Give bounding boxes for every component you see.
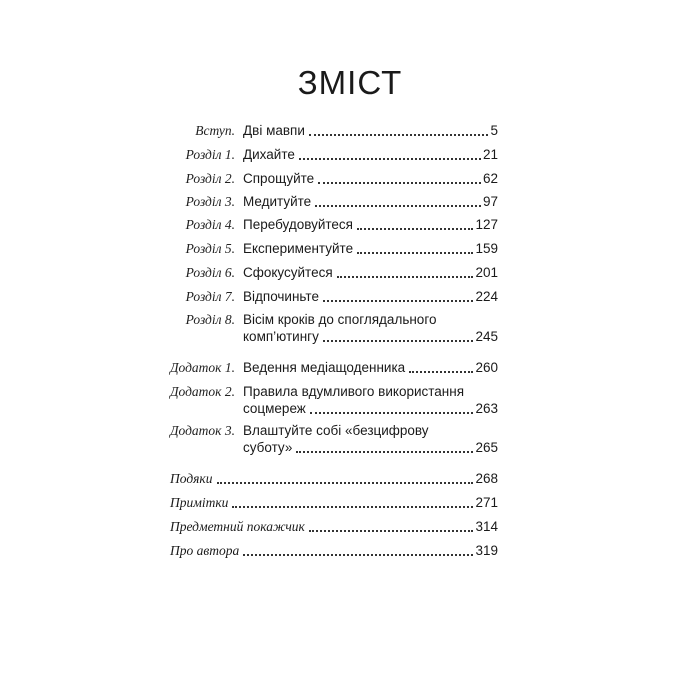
toc-entry-title-line1: Вісім кроків до споглядального [243, 312, 437, 327]
toc-entry-index[interactable] [0, 516, 700, 538]
toc-entry-title: Сфокусуйтеся [243, 265, 333, 280]
toc-entry-page: 265 [475, 440, 498, 455]
toc-entry-page: 271 [475, 495, 498, 510]
toc-entry-page: 224 [475, 289, 498, 304]
toc-entry-title: соцмереж [243, 401, 306, 416]
toc-entry-notes[interactable] [0, 492, 700, 514]
toc-entry-label: Розділ 3. [185, 194, 235, 209]
toc-entry-label: Розділ 6. [185, 265, 235, 280]
toc-entry-title: Ведення медіащоденника [243, 360, 406, 375]
toc-entry-label: Розділ 5. [185, 241, 235, 256]
toc-entry-label: Додаток 2. [169, 384, 235, 399]
toc-entry-page: 127 [475, 217, 498, 232]
toc-entry-title-line1: Правила вдумливого використання [243, 384, 465, 399]
toc-entry-chapter-4[interactable] [0, 214, 700, 236]
toc-entry-label: Розділ 2. [185, 171, 235, 186]
toc-entry-label: Розділ 7. [185, 289, 235, 304]
toc-entry-page: 62 [482, 171, 498, 186]
dot-leader [357, 251, 473, 254]
dot-leader [296, 450, 473, 453]
toc-entry-chapter-5[interactable] [0, 238, 700, 260]
toc-entry-acknowledgments[interactable] [0, 468, 700, 490]
toc-entry-label: Вступ. [195, 123, 235, 138]
dot-leader [310, 411, 474, 414]
dot-leader [323, 299, 474, 302]
toc-entry-title: Спрощуйте [243, 171, 315, 186]
toc-entry-title: Відпочиньте [243, 289, 319, 304]
toc-entry-page: 97 [482, 194, 498, 209]
dot-leader [299, 157, 481, 160]
dot-leader [315, 204, 481, 207]
dot-leader [357, 227, 474, 230]
toc-entry-label: Розділ 8. [185, 312, 235, 327]
toc-entry-title: Примітки [170, 495, 229, 510]
toc-entry-title: Перебудовуйтеся [243, 217, 353, 232]
toc-entry-page: 314 [475, 519, 498, 534]
toc-entry-page: 5 [490, 123, 498, 138]
toc-entry-title: Експериментуйте [243, 241, 354, 256]
dot-leader [323, 339, 474, 342]
toc-entry-title-line1: Влаштуйте собі «безцифрову [243, 423, 429, 438]
toc-entry-title: Медитуйте [243, 194, 312, 209]
toc-entry-appendix-1[interactable] [0, 357, 700, 379]
toc-entry-label: Додаток 1. [169, 360, 235, 375]
dot-leader [309, 133, 489, 136]
toc-entry-appendix-2-cont[interactable] [0, 398, 700, 420]
toc-entry-title: Предметний покажчик [170, 519, 305, 534]
toc-entry-page: 319 [475, 543, 498, 558]
dot-leader [309, 529, 474, 532]
dot-leader [337, 275, 474, 278]
toc-entry-page: 263 [475, 401, 498, 416]
toc-entry-chapter-1[interactable] [0, 144, 700, 166]
toc-entry-page: 260 [475, 360, 498, 375]
toc-entry-title: Подяки [170, 471, 213, 486]
toc-entry-chapter-7[interactable] [0, 286, 700, 308]
toc-entry-chapter-2[interactable] [0, 168, 700, 190]
toc-entry-label: Розділ 1. [185, 147, 235, 162]
toc-entry-appendix-3-cont[interactable] [0, 437, 700, 459]
dot-leader [217, 481, 474, 484]
toc-entry-title: Про автора [170, 543, 240, 558]
page-title: ЗМІСТ [297, 64, 403, 101]
toc-entry-chapter-6[interactable] [0, 262, 700, 284]
dot-leader [318, 181, 481, 184]
dot-leader [409, 370, 473, 373]
toc-entry-intro[interactable] [0, 120, 700, 142]
toc-entry-title: Дихайте [243, 147, 295, 162]
toc-entry-page: 21 [482, 147, 498, 162]
toc-entry-chapter-3[interactable] [0, 191, 700, 213]
toc-entry-page: 201 [475, 265, 498, 280]
toc-entry-page: 268 [475, 471, 498, 486]
toc-entry-page: 159 [475, 241, 498, 256]
toc-entry-title: комп’ютингу [243, 329, 319, 344]
dot-leader [243, 553, 473, 556]
toc-entry-label: Розділ 4. [185, 217, 235, 232]
dot-leader [232, 505, 473, 508]
toc-entry-chapter-8-cont[interactable] [0, 326, 700, 348]
toc-entry-title: Дві мавпи [243, 123, 305, 138]
toc-entry-page: 245 [475, 329, 498, 344]
toc-entry-title: суботу» [243, 440, 293, 455]
toc-entry-label: Додаток 3. [169, 423, 235, 438]
toc-entry-about-author[interactable] [0, 540, 700, 562]
